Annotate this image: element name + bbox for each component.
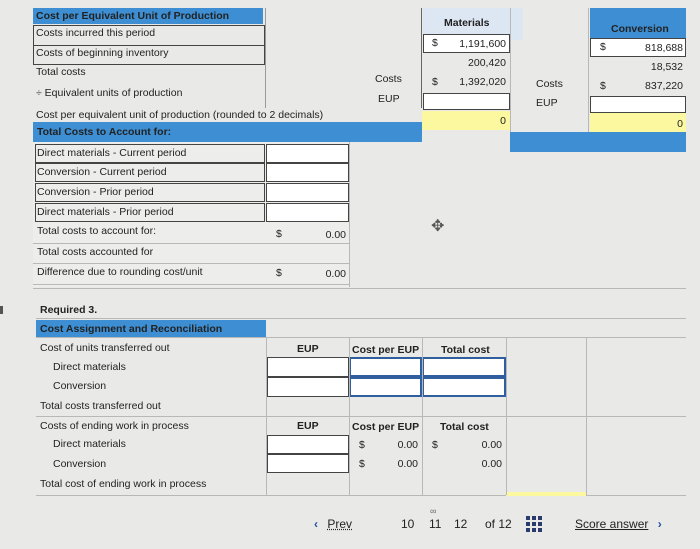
row-cost-per-eup: Cost per equivalent unit of production (rounded to 2 decimals) [36,109,324,121]
page-11-label: 11 [429,517,442,531]
transferred-dm-label: Direct materials [53,361,126,373]
dollar-sign: $ [276,228,282,240]
divider [36,495,686,496]
row-total-accounted: Total costs accounted for [37,246,154,258]
dollar-sign: $ [600,41,606,53]
score-answer-label: Score answer [575,517,649,531]
divider [33,288,686,289]
materials-incurred-value: 1,191,600 [459,38,506,50]
row-beginning-inventory: Costs of beginning inventory [36,47,169,59]
total-transferred-label: Total costs transferred out [40,400,161,412]
score-answer-link[interactable] [575,517,662,531]
row-rounding-difference: Difference due to rounding cost/unit [37,266,203,278]
cost-per-eup-header: Cost per EUP [352,344,420,356]
conv-current-amount-input[interactable] [266,163,349,182]
divider [33,243,349,244]
eup-header: EUP [297,343,319,355]
row-dm-prior: Direct materials - Prior period [37,206,174,218]
ending-conv-total-value: 0.00 [481,458,502,470]
dollar-sign: $ [359,439,365,451]
transferred-conv-label: Conversion [53,380,107,392]
section1-title: Cost per Equivalent Unit of Production [36,10,230,22]
materials-eup-input[interactable] [423,93,510,110]
divider [349,337,350,495]
row-total-costs: Total costs [36,66,86,78]
eup-header-ending: EUP [297,420,319,432]
conversion-eup-input[interactable] [590,96,686,113]
dollar-sign: $ [432,439,438,451]
section3-title: Cost Assignment and Reconciliation [40,323,223,335]
divider [36,337,686,338]
divider [506,337,507,495]
transferred-conv-cpe-input[interactable] [349,377,422,397]
grid-icon[interactable] [526,516,542,532]
rounding-difference-value: 0.00 [325,268,346,280]
conversion-beginning-value: 18,532 [650,61,683,73]
conversion-header: Conversion [611,23,669,35]
dm-prior-amount-input[interactable] [266,203,349,222]
page-count: of 12 [485,517,512,531]
section2-title: Total Costs to Account for: [37,126,172,138]
yellow-input-marker [506,492,586,496]
dollar-sign: $ [432,76,438,88]
dm-current-amount-input[interactable] [266,144,349,163]
row-total-to-account: Total costs to account for: [37,225,157,237]
transferred-out-label: Cost of units transferred out [40,342,170,354]
dollar-sign: $ [432,37,438,49]
prev-button[interactable] [314,517,352,531]
label-input-row1[interactable] [33,25,265,46]
conv-current-label-input[interactable] [35,163,265,182]
section2-right-panel [349,142,687,287]
conversion-incurred-value: 818,688 [645,42,683,54]
divider [510,8,511,143]
prev-label: Prev [327,517,353,531]
eup-label-conversion: EUP [536,97,558,109]
total-ending-label: Total cost of ending work in process [40,478,207,490]
materials-beginning-value: 200,420 [468,57,506,69]
left-edge-marker [0,306,3,314]
total-to-account-value: 0.00 [325,229,346,241]
dm-prior-label-input[interactable] [35,203,265,222]
ending-conv-label: Conversion [53,458,107,470]
divider [588,8,589,143]
ending-dm-label: Direct materials [53,438,126,450]
transferred-dm-total-input[interactable] [422,357,506,377]
conv-prior-amount-input[interactable] [266,183,349,202]
row-equivalent-units: ÷ Equivalent units of production [36,87,183,99]
divider [33,284,349,285]
row-costs-incurred: Costs incurred this period [36,27,156,39]
page-11-link[interactable] [429,506,442,531]
dm-current-label-input[interactable] [35,144,265,163]
ending-dm-eup-input[interactable] [267,435,349,454]
conversion-total-value: 837,220 [645,80,683,92]
transferred-dm-cpe-input[interactable] [349,357,422,377]
required-label: Required 3. [40,304,98,316]
dollar-sign: $ [359,458,365,470]
costs-label-materials: Costs [375,73,402,85]
ending-dm-total-value: 0.00 [481,439,502,451]
ending-conv-cpe-value: 0.00 [397,458,418,470]
chevron-left-icon: ‹ [314,517,318,531]
divider [36,318,686,319]
chevron-right-icon: › [657,517,662,531]
total-cost-header: Total cost [441,344,490,356]
divider [33,263,349,264]
transferred-conv-eup-input[interactable] [267,377,349,397]
page-10-link[interactable]: 10 [401,517,415,531]
materials-header: Materials [444,17,490,29]
link-icon: ∞ [430,506,437,516]
row-conv-prior: Conversion - Prior period [37,186,154,198]
divider [266,337,267,495]
row-conv-current: Conversion - Current period [37,166,167,178]
row-dm-current: Direct materials - Current period [37,147,187,159]
page-12-link[interactable]: 12 [454,517,468,531]
divider [422,337,423,495]
divider [36,416,686,417]
materials-cost-per-eup-value: 0 [500,115,506,127]
total-cost-header-ending: Total cost [440,421,489,433]
conversion-cost-per-eup-value: 0 [677,118,683,130]
move-cursor-icon: ✥ [431,218,445,235]
label-input-row2[interactable] [33,45,265,65]
cost-per-eup-header-ending: Cost per EUP [352,421,420,433]
materials-total-value: 1,392,020 [459,76,506,88]
ending-wip-label: Costs of ending work in process [40,420,189,432]
ending-conv-eup-input[interactable] [267,454,349,473]
ending-dm-cpe-value: 0.00 [397,439,418,451]
eup-label-materials: EUP [378,93,400,105]
costs-label-conversion: Costs [536,78,563,90]
transferred-conv-total-input[interactable] [422,377,506,397]
transferred-dm-eup-input[interactable] [267,357,349,377]
dollar-sign: $ [276,267,282,279]
dollar-sign: $ [600,80,606,92]
divider [586,337,587,495]
conv-prior-label-input[interactable] [35,183,265,202]
